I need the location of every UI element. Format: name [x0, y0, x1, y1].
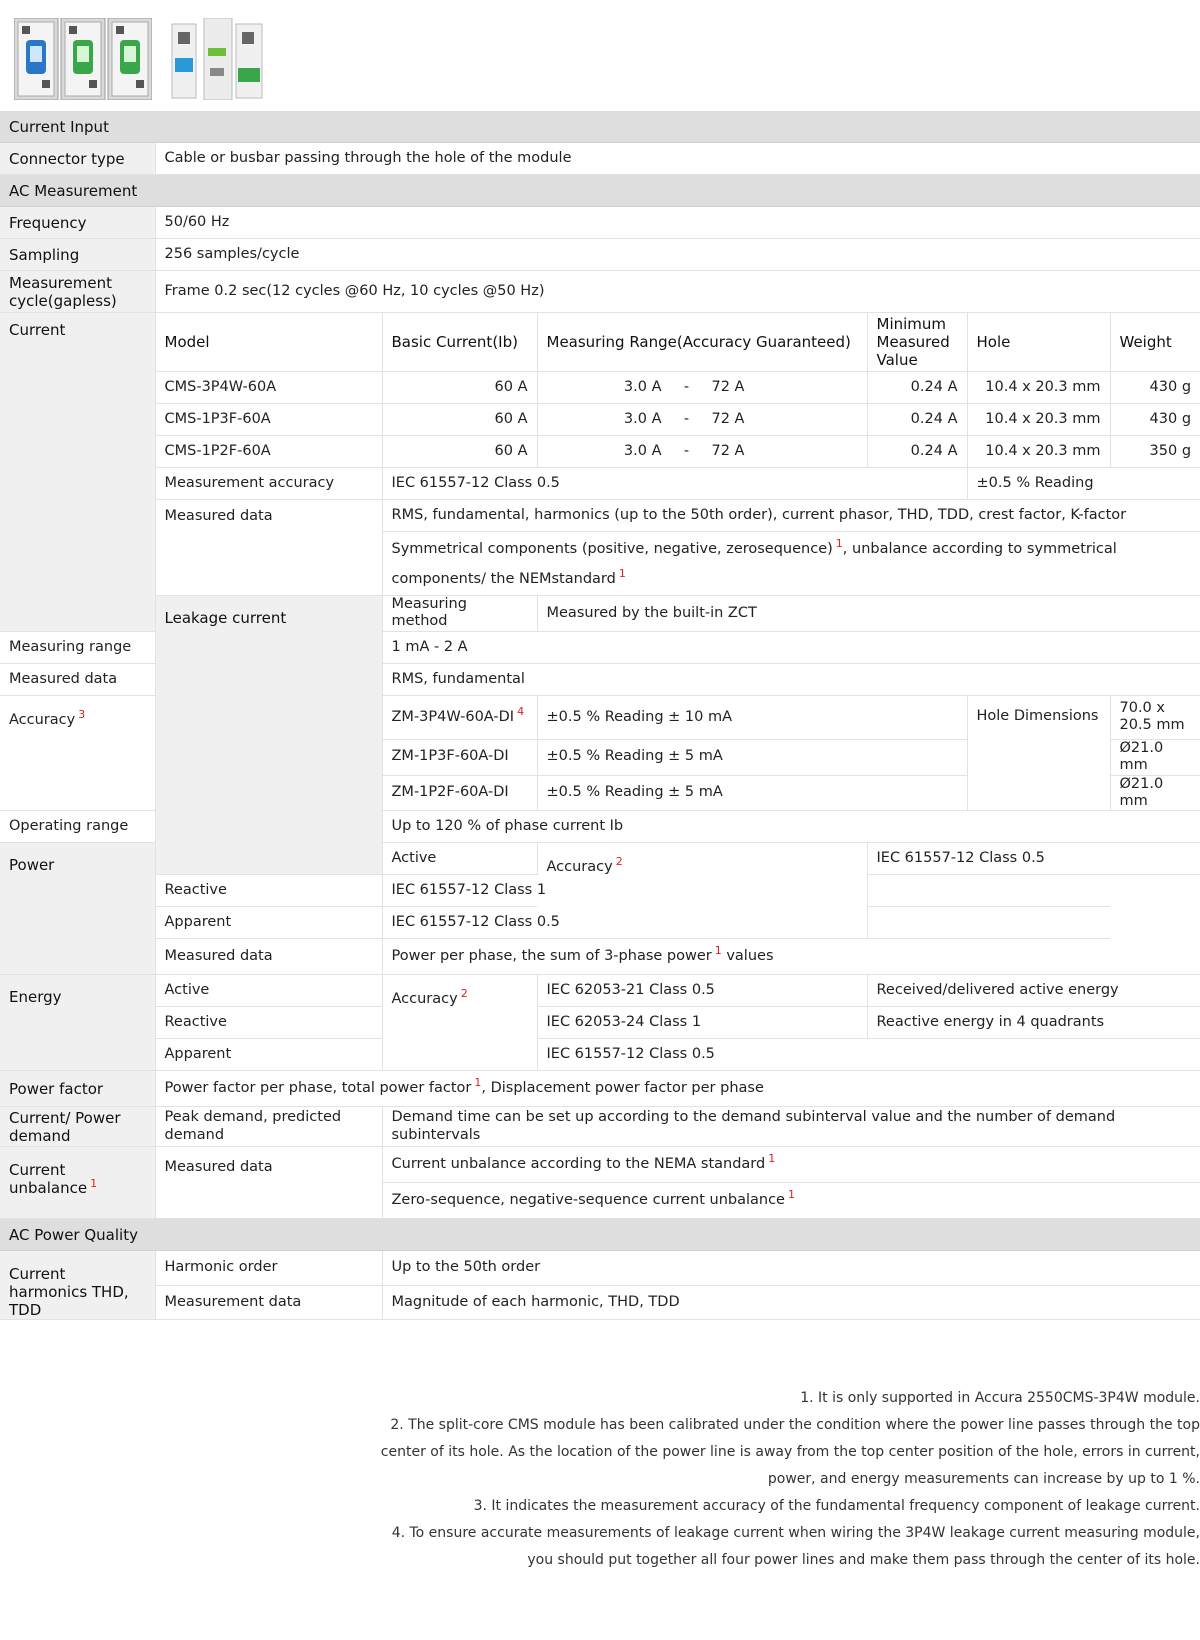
current-measured-data-2 [382, 532, 1200, 596]
footnote-mark: 1 [618, 566, 626, 580]
model-cell: CMS-1P2F-60A [155, 436, 382, 468]
demand-sub-label: Peak demand, predicted demand [155, 1107, 382, 1147]
min-cell: 0.24 A [867, 372, 967, 404]
power-data-text: Power per phase, the sum of 3-phase power [391, 948, 712, 965]
sampling-label: Sampling [0, 239, 155, 271]
model-cell: CMS-3P4W-60A [155, 372, 382, 404]
min-cell: 0.24 A [867, 436, 967, 468]
hole-cell: 10.4 x 20.3 mm [967, 404, 1110, 436]
range-dash: - [683, 410, 690, 427]
footnote-mark: 1 [714, 944, 722, 958]
leakage-accuracy-label-cell [0, 695, 155, 811]
footnote-mark: 1 [474, 1076, 482, 1090]
footnote: 3. It indicates the measurement accuracy of the fundamental frequency component of leakage current. [473, 1498, 1200, 1514]
range-from: 3.0 A [623, 442, 662, 459]
section-ac-measurement: AC Measurement [0, 175, 1200, 207]
footnote-mark: 3 [78, 707, 86, 721]
energy-active-class: IEC 62053-21 Class 0.5 [537, 975, 867, 1007]
range-dash: - [683, 378, 690, 395]
footnote: 1. It is only supported in Accura 2550CMS-3P4W module. [800, 1390, 1200, 1406]
leakage-dim-cell: Ø21.0 mm [1110, 775, 1200, 811]
leakage-method-label: Measuring method [382, 596, 537, 632]
sampling-value: 256 samples/cycle [155, 239, 1200, 271]
weight-cell: 430 g [1110, 372, 1200, 404]
energy-active-label: Active [155, 975, 382, 1007]
range-from: 3.0 A [623, 410, 662, 427]
power-apparent-class: IEC 61557-12 Class 0.5 [382, 907, 1110, 939]
current-label: Current [0, 313, 155, 632]
energy-apparent-label: Apparent [155, 1039, 382, 1071]
current-measured-data-1: RMS, fundamental, harmonics (up to the 50th order), current phasor, THD, TDD, crest factor, K-factor [382, 500, 1200, 532]
range-cell [537, 404, 867, 436]
current-measured-data-label: Measured data [155, 500, 382, 596]
range-cell [537, 436, 867, 468]
hole-cell: 10.4 x 20.3 mm [967, 372, 1110, 404]
current-accuracy-label: Measurement accuracy [155, 468, 382, 500]
range-to: 72 A [711, 378, 745, 395]
unbalance-label: Current unbalance [9, 1161, 88, 1198]
demand-value: Demand time can be set up according to the demand subinterval value and the number of demand subintervals [382, 1107, 1200, 1147]
energy-accuracy-label: Accuracy [391, 991, 458, 1008]
leakage-hole-label: Hole Dimensions [967, 695, 1110, 811]
footnote-mark: 2 [460, 987, 468, 1001]
weight-cell: 350 g [1110, 436, 1200, 468]
weight-cell: 430 g [1110, 404, 1200, 436]
power-label: Power [0, 843, 155, 975]
power-active-label: Active [382, 843, 537, 875]
frequency-value: 50/60 Hz [155, 207, 1200, 239]
leakage-model-cell [382, 695, 537, 739]
footnote: 4. To ensure accurate measurements of leakage current when wiring the 3P4W leakage current measuring module, [391, 1525, 1200, 1541]
footnote-mark: 1 [787, 1188, 795, 1202]
spec-table [0, 111, 1200, 1320]
energy-reactive-class: IEC 62053-24 Class 1 [537, 1007, 867, 1039]
energy-accuracy-label-cell [382, 975, 537, 1071]
section-ac-power-quality: AC Power Quality [0, 1219, 1200, 1251]
leakage-label: Leakage current [155, 596, 382, 875]
basic-current-cell: 60 A [382, 372, 537, 404]
leakage-accuracy-label: Accuracy [9, 711, 76, 728]
current-row [0, 372, 1200, 404]
leakage-method-value: Measured by the built-in ZCT [537, 596, 1200, 632]
leakage-range-label: Measuring range [0, 631, 155, 663]
unbalance-text-1: Current unbalance according to the NEMA standard [391, 1156, 766, 1173]
leakage-dim-cell: 70.0 x 20.5 mm [1110, 695, 1200, 739]
current-header-range: Measuring Range(Accuracy Guaranteed) [537, 313, 867, 372]
leakage-operating-value: Up to 120 % of phase current Ib [382, 811, 1200, 843]
power-reactive-class: IEC 61557-12 Class 1 [382, 875, 1110, 907]
power-factor-value [155, 1071, 1200, 1107]
measurement-cycle-label: Measurement cycle(gapless) [0, 271, 155, 313]
min-cell: 0.24 A [867, 404, 967, 436]
leakage-range-value: 1 mA - 2 A [382, 631, 1200, 663]
range-dash: - [683, 442, 690, 459]
current-row [0, 436, 1200, 468]
measurement-cycle-value: Frame 0.2 sec(12 cycles @60 Hz, 10 cycles @50 Hz) [155, 271, 1200, 313]
power-data-suffix: values [721, 948, 774, 965]
product-modules-image [14, 18, 152, 100]
current-accuracy-class: IEC 61557-12 Class 0.5 [382, 468, 967, 500]
harmonics-label: Current harmonics THD, TDD [0, 1251, 155, 1320]
power-accuracy-label: Accuracy [546, 859, 613, 876]
energy-reactive-desc: Reactive energy in 4 quadrants [867, 1007, 1200, 1039]
leakage-data-label: Measured data [0, 663, 155, 695]
footnote: center of its hole. As the location of the power line is away from the top center position of the hole, errors in current, [380, 1444, 1200, 1460]
unbalance-sub-label: Measured data [155, 1147, 382, 1219]
leakage-accuracy-cell: ±0.5 % Reading ± 5 mA [537, 775, 967, 811]
power-factor-label: Power factor [0, 1071, 155, 1107]
range-to: 72 A [711, 410, 745, 427]
range-cell [537, 372, 867, 404]
energy-apparent-class: IEC 61557-12 Class 0.5 [537, 1039, 1200, 1071]
connector-type-label: Connector type [0, 143, 155, 175]
model-cell: CMS-1P3F-60A [155, 404, 382, 436]
leakage-model: ZM-3P4W-60A-DI [391, 708, 515, 725]
hole-cell: 10.4 x 20.3 mm [967, 436, 1110, 468]
power-active-class: IEC 61557-12 Class 0.5 [867, 843, 1200, 875]
demand-label: Current/ Power demand [0, 1107, 155, 1147]
leakage-data-value: RMS, fundamental [382, 663, 1200, 695]
footnote-mark: 4 [517, 704, 525, 718]
footnotes [200, 1385, 1200, 1574]
footnote-mark: 1 [90, 1177, 98, 1191]
frequency-label: Frequency [0, 207, 155, 239]
current-header-weight: Weight [1110, 313, 1200, 372]
basic-current-cell: 60 A [382, 436, 537, 468]
power-reactive-label: Reactive [155, 875, 382, 907]
footnote-mark: 2 [615, 855, 623, 869]
leakage-model: ZM-1P2F-60A-DI [382, 775, 537, 811]
footnote: power, and energy measurements can increase by up to 1 %. [767, 1471, 1200, 1487]
power-apparent-label: Apparent [155, 907, 382, 939]
leakage-model: ZM-1P3F-60A-DI [382, 739, 537, 775]
footnote-mark: 1 [835, 536, 843, 550]
energy-active-desc: Received/delivered active energy [867, 975, 1200, 1007]
power-factor-text: Power factor per phase, total power factor [164, 1080, 472, 1097]
leakage-accuracy-cell: ±0.5 % Reading ± 10 mA [537, 695, 967, 739]
current-header-model: Model [155, 313, 382, 372]
energy-label: Energy [0, 975, 155, 1071]
current-accuracy-reading: ±0.5 % Reading [967, 468, 1200, 500]
harmonic-order-value: Up to the 50th order [382, 1251, 1200, 1286]
section-current-input: Current Input [0, 111, 1200, 143]
range-from: 3.0 A [623, 378, 662, 395]
harmonic-data-label: Measurement data [155, 1285, 382, 1320]
leakage-dim-cell: Ø21.0 mm [1110, 739, 1200, 775]
connector-type-value: Cable or busbar passing through the hole of the module [155, 143, 1200, 175]
leakage-accuracy-cell: ±0.5 % Reading ± 5 mA [537, 739, 967, 775]
harmonic-data-value: Magnitude of each harmonic, THD, TDD [382, 1285, 1200, 1320]
current-row [0, 404, 1200, 436]
unbalance-label-cell [0, 1147, 155, 1219]
energy-reactive-label: Reactive [155, 1007, 382, 1039]
range-to: 72 A [711, 442, 745, 459]
footnote: you should put together all four power lines and make them pass through the center of its hole. [527, 1552, 1200, 1568]
unbalance-value-2 [382, 1183, 1200, 1219]
footnote-mark: 1 [768, 1152, 776, 1166]
leakage-operating-label: Operating range [0, 811, 155, 843]
power-factor-suffix: , Displacement power factor per phase [481, 1080, 764, 1097]
current-header-min: Minimum Measured Value [867, 313, 967, 372]
footnote: 2. The split-core CMS module has been calibrated under the condition where the power line passes through the top [390, 1417, 1200, 1433]
current-header-basic: Basic Current(Ib) [382, 313, 537, 372]
power-data-label: Measured data [155, 939, 382, 975]
symmetrical-text: Symmetrical components (positive, negative, zerosequence) [391, 540, 833, 557]
unbalance-text-2: Zero-sequence, negative-sequence current unbalance [391, 1192, 785, 1209]
unbalance-text: , unbalance according to symmetrical components/ the NEMstandard [391, 540, 1117, 587]
unbalance-value-1 [382, 1147, 1200, 1183]
basic-current-cell: 60 A [382, 404, 537, 436]
harmonic-order-label: Harmonic order [155, 1251, 382, 1286]
current-header-hole: Hole [967, 313, 1110, 372]
power-data-value [382, 939, 1200, 975]
product-modules-white-image [170, 18, 270, 100]
